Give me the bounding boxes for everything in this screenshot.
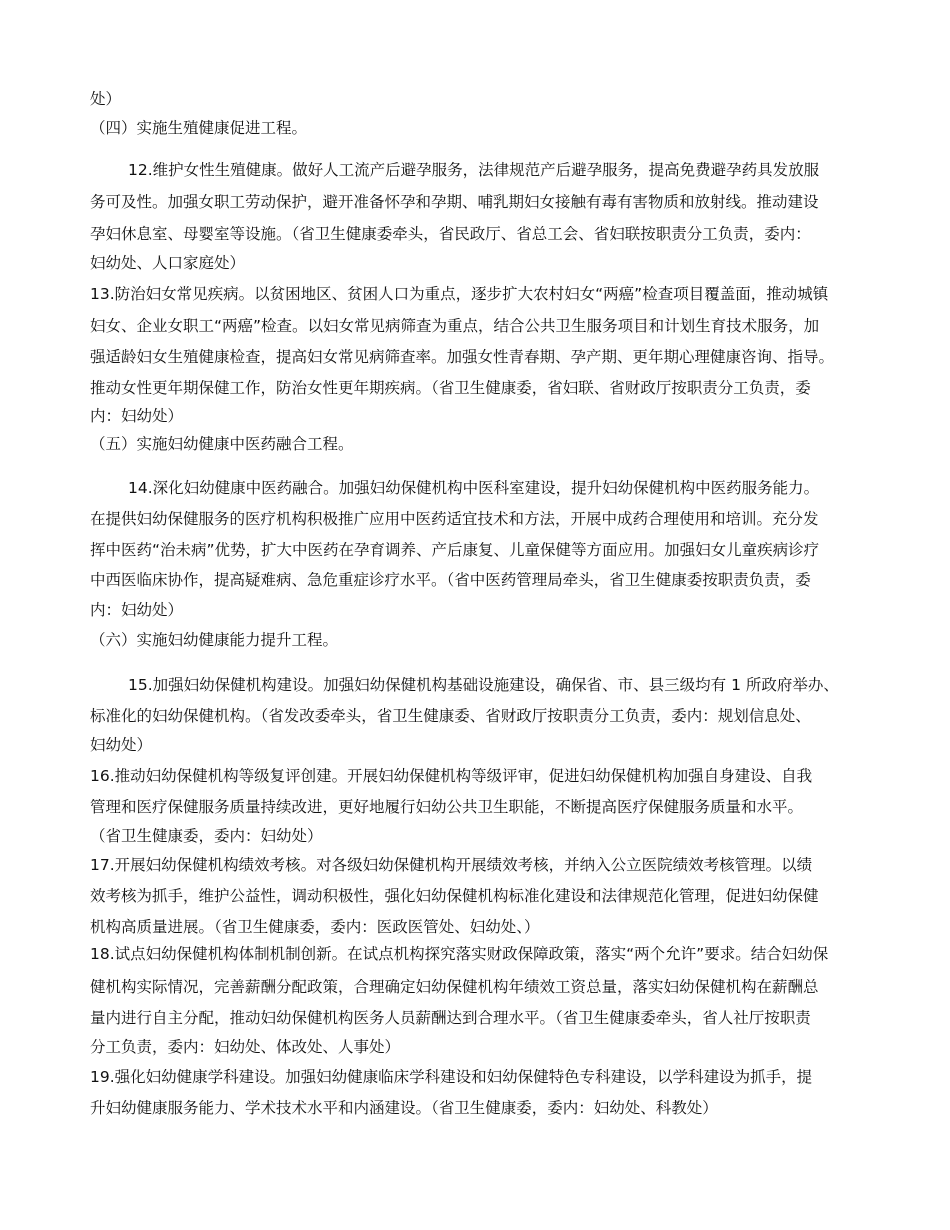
paragraph-line: 效考核为抓手，维护公益性，调动积极性，强化妇幼保健机构标准化建设和法律规范化管理，促进妇幼保健 [90, 887, 819, 905]
paragraph-line: 在提供妇幼保健服务的医疗机构积极推广应用中医药适宜技术和方法，开展中成药合理使用和培训。充分发 [90, 510, 819, 528]
paragraph-line: 升妇幼健康服务能力、学术技术水平和内涵建设。（省卫生健康委，委内：妇幼处、科教处） [90, 1099, 718, 1117]
paragraph-line: 机构高质量进展。（省卫生健康委，委内：医政医管处、妇幼处、） [90, 918, 540, 936]
paragraph-line: 妇幼处、人口家庭处） [90, 254, 246, 272]
section-heading: （四）实施生殖健康促进工程。 [90, 119, 308, 137]
paragraph-line: 妇幼处） [90, 736, 153, 754]
paragraph-line: 妇女、企业女职工“两癌”检查。以妇女常见病筛查为重点，结合公共卫生服务项目和计划生育技术服务，加 [90, 317, 820, 335]
section-heading: （五）实施妇幼健康中医药融合工程。 [90, 435, 354, 453]
paragraph-line: （省卫生健康委，委内：妇幼处） [90, 827, 323, 845]
paragraph-line: 19.强化妇幼健康学科建设。加强妇幼健康临床学科建设和妇幼保健特色专科建设，以学科建设为抓手，提 [90, 1068, 813, 1086]
paragraph-line: 健机构实际情况，完善薪酬分配政策，合理确定妇幼保健机构年绩效工资总量，落实妇幼保健机构在薪酬总 [90, 978, 819, 996]
paragraph-line: 量内进行自主分配，推动妇幼保健机构医务人员薪酬达到合理水平。（省卫生健康委牵头，省人社厅按职责 [90, 1009, 811, 1027]
paragraph-line: 16.推动妇幼保健机构等级复评创建。开展妇幼保健机构等级评审，促进妇幼保健机构加强自身建设、自我 [90, 767, 813, 785]
paragraph-line: 中西医临床协作，提高疑难病、急危重症诊疗水平。（省中医药管理局牵头，省卫生健康委按职责负责，委 [90, 571, 811, 589]
paragraph-line: 强适龄妇女生殖健康检查，提高妇女常见病筛查率。加强女性青春期、孕产期、更年期心理健康咨询、指导。 [90, 348, 835, 366]
paragraph-line: 管理和医疗保健服务质量持续改进，更好地履行妇幼公共卫生职能，不断提高医疗保健服务质量和水平。 [90, 798, 804, 816]
paragraph-line: 分工负责，委内：妇幼处、体改处、人事处） [90, 1038, 401, 1056]
paragraph-line: 标准化的妇幼保健机构。（省发改委牵头，省卫生健康委、省财政厅按职责分工负责，委内：规划信息处、 [90, 707, 811, 725]
section-heading: （六）实施妇幼健康能力提升工程。 [90, 631, 339, 649]
paragraph-line: 挥中医药“治未病”优势，扩大中医药在孕育调养、产后康复、儿童保健等方面应用。加强妇女儿童疾病诊疗 [90, 541, 820, 559]
paragraph-line: 15.加强妇幼保健机构建设。加强妇幼保健机构基础设施建设，确保省、市、县三级均有 1 所政府举办、 [128, 676, 839, 694]
text-line: 处） [90, 90, 122, 108]
paragraph-line: 17.开展妇幼保健机构绩效考核。对各级妇幼保健机构开展绩效考核，并纳入公立医院绩效考核管理。以绩 [90, 856, 813, 874]
paragraph-line: 18.试点妇幼保健机构体制机制创新。在试点机构探究落实财政保障政策，落实“两个允许”要求。结合妇幼保 [90, 945, 829, 963]
paragraph-line: 14.深化妇幼健康中医药融合。加强妇幼保健机构中医科室建设，提升妇幼保健机构中医药服务能力。 [128, 479, 820, 497]
paragraph-line: 13.防治妇女常见疾病。以贫困地区、贫困人口为重点，逐步扩大农村妇女“两癌”检查项目覆盖面，推动城镇 [90, 285, 829, 303]
paragraph-line: 推动女性更年期保健工作，防治女性更年期疾病。（省卫生健康委，省妇联、省财政厅按职责分工负责，委 [90, 379, 811, 397]
paragraph-line: 孕妇休息室、母婴室等设施。（省卫生健康委牵头，省民政厅、省总工会、省妇联按职责分工负责，委内： [90, 225, 811, 243]
paragraph-line: 内：妇幼处） [90, 407, 184, 425]
paragraph-line: 务可及性。加强女职工劳动保护，避开准备怀孕和孕期、哺乳期妇女接触有毒有害物质和放射线。推动建设 [90, 193, 819, 211]
paragraph-line: 内：妇幼处） [90, 601, 184, 619]
paragraph-line: 12.维护女性生殖健康。做好人工流产后避孕服务，法律规范产后避孕服务，提高免费避孕药具发放服 [128, 161, 820, 179]
